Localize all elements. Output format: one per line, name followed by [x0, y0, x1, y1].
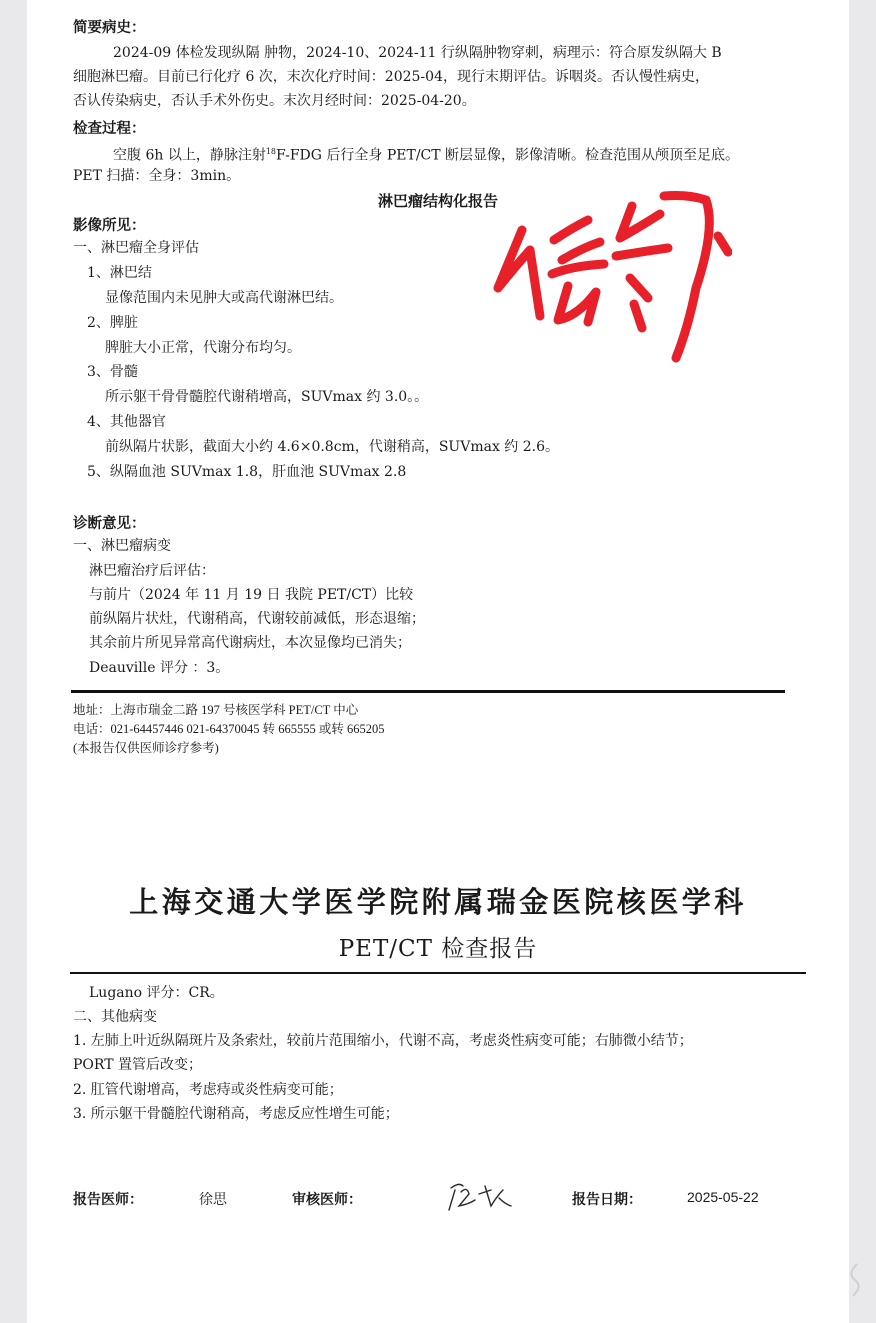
diagnosis-section: 一、淋巴瘤病变 — [73, 538, 171, 554]
findings-item-text: 前纵隔片状影，截面大小约 4.6×0.8cm，代谢稍高，SUVmax 约 2.6。 — [105, 439, 560, 455]
exam-line-1-b: F-FDG 后行全身 PET/CT 断层显像，影像清晰。检查范围从颅顶至足底。 — [276, 147, 740, 164]
exam-line-2: PET 扫描：全身：3min。 — [73, 168, 241, 184]
diagnosis-label: 诊断意见： — [73, 515, 146, 532]
other-lesion-line: 1. 左肺上叶近纵隔斑片及条索灶，较前片范围缩小，代谢不高，考虑炎性病变可能；右肺微小结节； — [73, 1033, 693, 1049]
exam-isotope-sup: 18 — [265, 147, 277, 156]
diagnosis-line: 前纵隔片状灶，代谢稍高，代谢较前减低，形态退缩； — [89, 611, 425, 627]
findings-item-text: 显像范围内未见肿大或高代谢淋巴结。 — [105, 290, 343, 306]
exam-line-1 — [113, 142, 739, 166]
other-lesion-line: 2. 肛管代谢增高，考虑痔或炎性病变可能； — [73, 1082, 343, 1098]
history-line-2: 细胞淋巴瘤。目前已行化疗 6 次，末次化疗时间：2025-04，现行末期评估。诉咽炎。否认慢性病史， — [73, 69, 709, 85]
red-handwriting-annotation-icon — [492, 188, 732, 368]
other-lesions-section: 二、其他病变 — [73, 1009, 157, 1025]
findings-item-title: 1、淋巴结 — [87, 265, 152, 281]
report-sheet — [27, 0, 849, 1323]
findings-item-text: 所示躯干骨骨髓腔代谢稍增高，SUVmax 约 3.0。。 — [105, 389, 429, 405]
structured-report-title: 淋巴瘤结构化报告 — [377, 192, 498, 210]
other-lesion-line: PORT 置管后改变； — [73, 1057, 202, 1073]
doctor-label: 报告医师： — [73, 1192, 143, 1208]
report-date: 2025-05-22 — [687, 1189, 759, 1205]
diagnosis-line: 与前片（2024 年 11 月 19 日 我院 PET/CT）比较 — [89, 587, 414, 603]
exam-line-1-a: 空腹 6h 以上，静脉注射 — [113, 147, 266, 164]
findings-item-title: 3、骨髓 — [87, 364, 138, 380]
diagnosis-line: 其余前片所见异常高代谢病灶，本次显像均已消失； — [89, 635, 411, 651]
other-lesion-line: 3. 所示躯干骨髓腔代谢稍高，考虑反应性增生可能； — [73, 1106, 399, 1122]
findings-item-text: 脾脏大小正常，代谢分布均匀。 — [105, 340, 301, 356]
footer-divider — [71, 690, 785, 693]
history-label: 简要病史： — [73, 19, 146, 36]
header-divider — [70, 972, 806, 974]
findings-item-title: 4、其他器官 — [87, 414, 166, 430]
reviewer-signature-icon — [445, 1176, 515, 1216]
reviewer-label: 审核医师： — [292, 1192, 362, 1208]
date-label: 报告日期： — [572, 1192, 642, 1208]
diagnosis-line: 淋巴瘤治疗后评估： — [89, 563, 215, 579]
doctor-name: 徐思 — [199, 1191, 227, 1207]
diagnosis-line: Deauville 评分 ：3。 — [89, 660, 230, 676]
lugano-score: Lugano 评分：CR。 — [89, 985, 224, 1001]
history-line-1: 2024-09 体检发现纵隔 肿物，2024-10、2024-11 行纵隔肿物穿刺，病理示：符合原发纵隔大 B — [113, 45, 722, 61]
footer-phone: 电话：021-64457446 021-64370045 转 665555 或转 665205 — [73, 722, 385, 736]
findings-section: 一、淋巴瘤全身评估 — [73, 240, 199, 256]
footer-note: (本报告仅供医师诊疗参考) — [73, 741, 219, 755]
exam-label: 检查过程： — [73, 120, 146, 137]
footer-address: 地址：上海市瑞金二路 197 号核医学科 PET/CT 中心 — [73, 703, 359, 717]
report-title: PET/CT 检查报告 — [338, 936, 538, 962]
hospital-name: 上海交通大学医学院附属瑞金医院核医学科 — [129, 885, 747, 919]
scroll-indicator-icon — [845, 1260, 865, 1300]
findings-item-5: 5、纵隔血池 SUVmax 1.8，肝血池 SUVmax 2.8 — [87, 464, 407, 480]
history-line-3: 否认传染病史，否认手术外伤史。末次月经时间：2025-04-20。 — [73, 93, 476, 109]
findings-item-title: 2、脾脏 — [87, 315, 138, 331]
findings-label: 影像所见： — [73, 217, 146, 234]
